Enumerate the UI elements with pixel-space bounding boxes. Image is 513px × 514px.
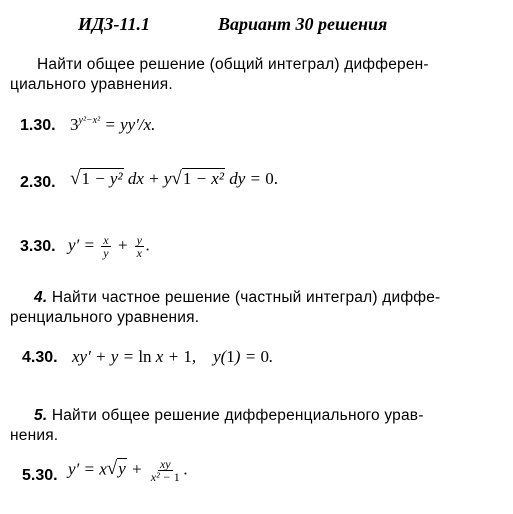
section-4-number: 4. (34, 289, 48, 306)
instruction-1-line-1: Найти общее решение (общий интеграл) дифферен- (37, 56, 429, 73)
problem-4-label: 4.30. (22, 349, 58, 366)
problem-3-equation: y′ = $\frac{x}{y}$ + $\frac{y}{x}$ . (68, 233, 151, 260)
instruction-1-line-2: циального уравнения. (10, 76, 173, 93)
variant-label: Вариант 30 решения (218, 14, 388, 34)
problem-2-label: 2.30. (20, 174, 56, 191)
instruction-5-line-2: нения. (10, 427, 59, 444)
instruction-4-line-2: ренциального уравнения. (10, 309, 200, 326)
problem-5-equation: y′ = x√y + $\frac{xy}{\text{x² − 1}}$ . (68, 457, 189, 484)
instruction-4-line-1 (34, 289, 440, 307)
section-5-number: 5. (34, 407, 48, 424)
problem-5-label: 5.30. (22, 467, 58, 484)
page-title: ИДЗ-11.1 (78, 14, 150, 34)
section-4-text-1: Найти частное решение (частный интеграл) диффе- (51, 289, 441, 306)
problem-3-label: 3.30. (20, 238, 56, 255)
problem-4-equation: xy′ + y = ln x + 1, y(1) = 0. (72, 347, 274, 366)
section-5-text-1: Найти общее решение дифференциального урав- (51, 407, 424, 424)
instruction-5-line-1 (34, 407, 424, 425)
problem-1-equation: $3^{y^2-x^2} = yy'/x$. (70, 115, 156, 134)
problem-2-equation: √1 − y² dx + y√1 − x² dy = 0. (70, 168, 278, 189)
problem-1-label: 1.30. (20, 117, 56, 134)
